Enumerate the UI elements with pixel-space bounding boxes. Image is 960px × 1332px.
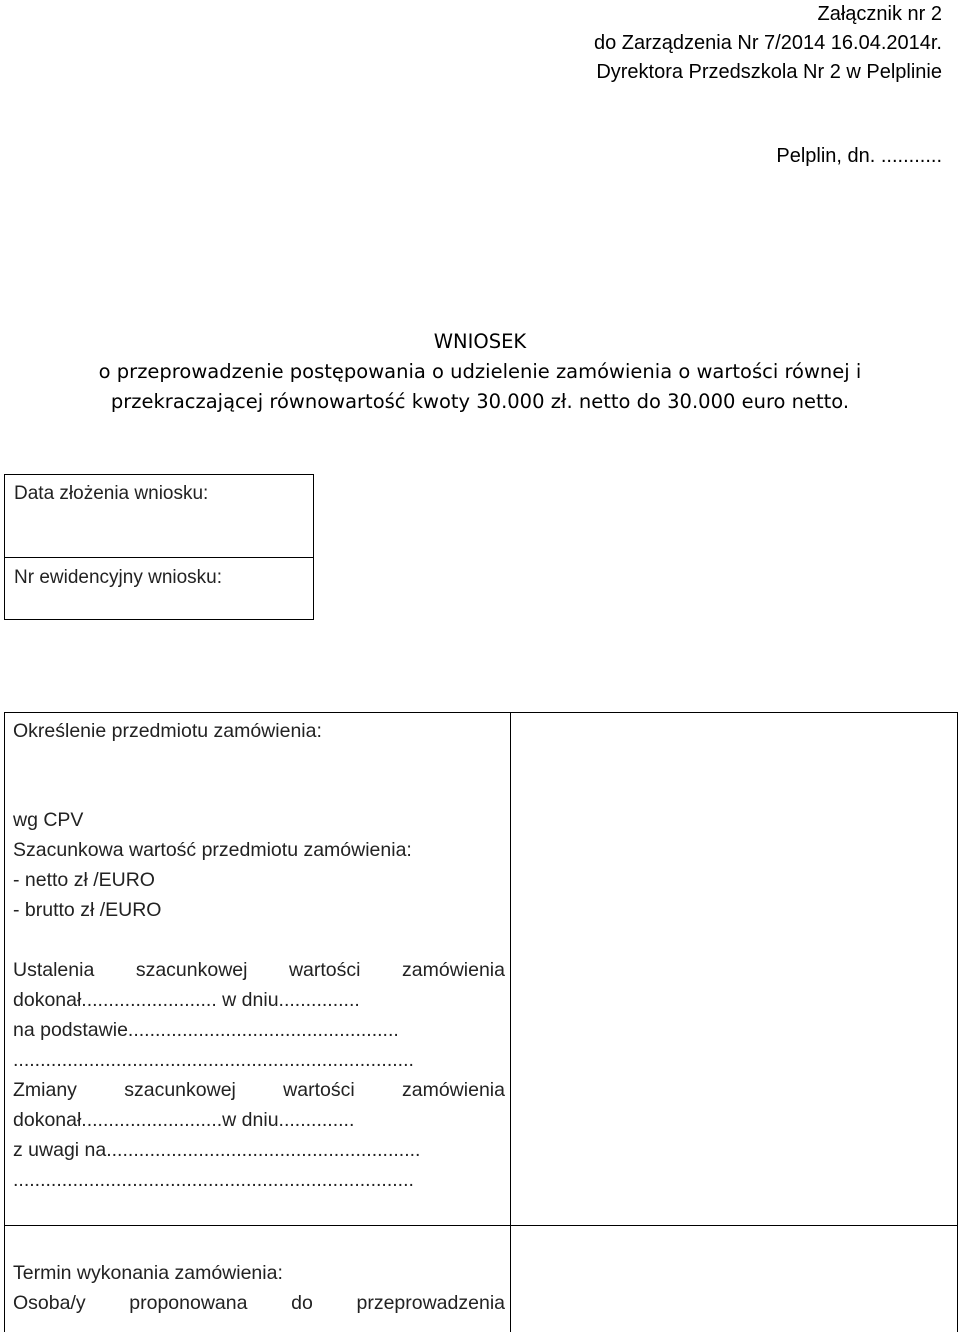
cpv-label: wg CPV	[13, 809, 84, 831]
column-divider	[510, 713, 511, 1332]
person-line	[13, 1288, 505, 1318]
regulation-reference: do Zarządzenia Nr 7/2014 16.04.2014r.	[593, 32, 942, 54]
registration-divider	[5, 557, 313, 558]
establish-word: zamówienia	[402, 959, 505, 981]
title-line-2: przekraczającej równowartość kwoty 30.000 zł. netto do 30.000 euro netto.	[110, 390, 850, 413]
made-by-line-2: dokonał..........................w dniu..............	[13, 1109, 355, 1131]
establish-line	[13, 955, 505, 985]
subject-label: Określenie przedmiotu zamówienia:	[13, 720, 322, 742]
registry-number-label: Nr ewidencyjny wniosku:	[14, 567, 223, 588]
brutto-label: - brutto zł /EURO	[13, 899, 162, 921]
changes-line	[13, 1075, 505, 1105]
made-by-line-1: dokonał......................... w dniu...............	[13, 989, 360, 1011]
person-word: do	[291, 1292, 313, 1314]
title-line-1: o przeprowadzenie postępowania o udzielenie zamówienia o wartości równej i	[98, 360, 862, 383]
changes-word: szacunkowej	[124, 1079, 236, 1101]
netto-label: - netto zł /EURO	[13, 869, 155, 891]
changes-word: wartości	[283, 1079, 355, 1101]
person-word: proponowana	[129, 1292, 248, 1314]
estimated-value-label: Szacunkowa wartość przedmiotu zamówienia:	[13, 839, 412, 861]
person-word: przeprowadzenia	[356, 1292, 505, 1314]
subject-cell	[13, 716, 505, 746]
changes-word: Zmiany	[13, 1079, 77, 1101]
reason-line: z uwagi na..........................................................	[13, 1139, 421, 1161]
place-date: Pelplin, dn. ...........	[776, 145, 942, 167]
attachment-number: Załącznik nr 2	[817, 3, 942, 25]
title-heading: WNIOSEK	[433, 330, 527, 353]
dots-line-1: ..........................................................................	[13, 1049, 414, 1071]
deadline-label: Termin wykonania zamówienia:	[13, 1262, 283, 1284]
value-cell	[13, 805, 505, 1195]
document-title	[0, 327, 960, 417]
basis-line: na podstawie..................................................	[13, 1019, 399, 1041]
request-table	[4, 712, 958, 1332]
issuer-line: Dyrektora Przedszkola Nr 2 w Pelplinie	[596, 61, 942, 83]
submission-date-label: Data złożenia wniosku:	[14, 483, 209, 504]
establish-word: Ustalenia	[13, 959, 95, 981]
person-word: Osoba/y	[13, 1292, 86, 1314]
establish-word: szacunkowej	[135, 959, 248, 981]
changes-word: zamówienia	[402, 1079, 505, 1101]
establish-word: wartości	[288, 959, 361, 981]
deadline-cell	[13, 1258, 505, 1318]
row-divider	[5, 1225, 957, 1226]
registration-box	[4, 474, 314, 620]
dots-line-2: ..........................................................................	[13, 1169, 414, 1191]
attachment-header	[594, 0, 942, 87]
